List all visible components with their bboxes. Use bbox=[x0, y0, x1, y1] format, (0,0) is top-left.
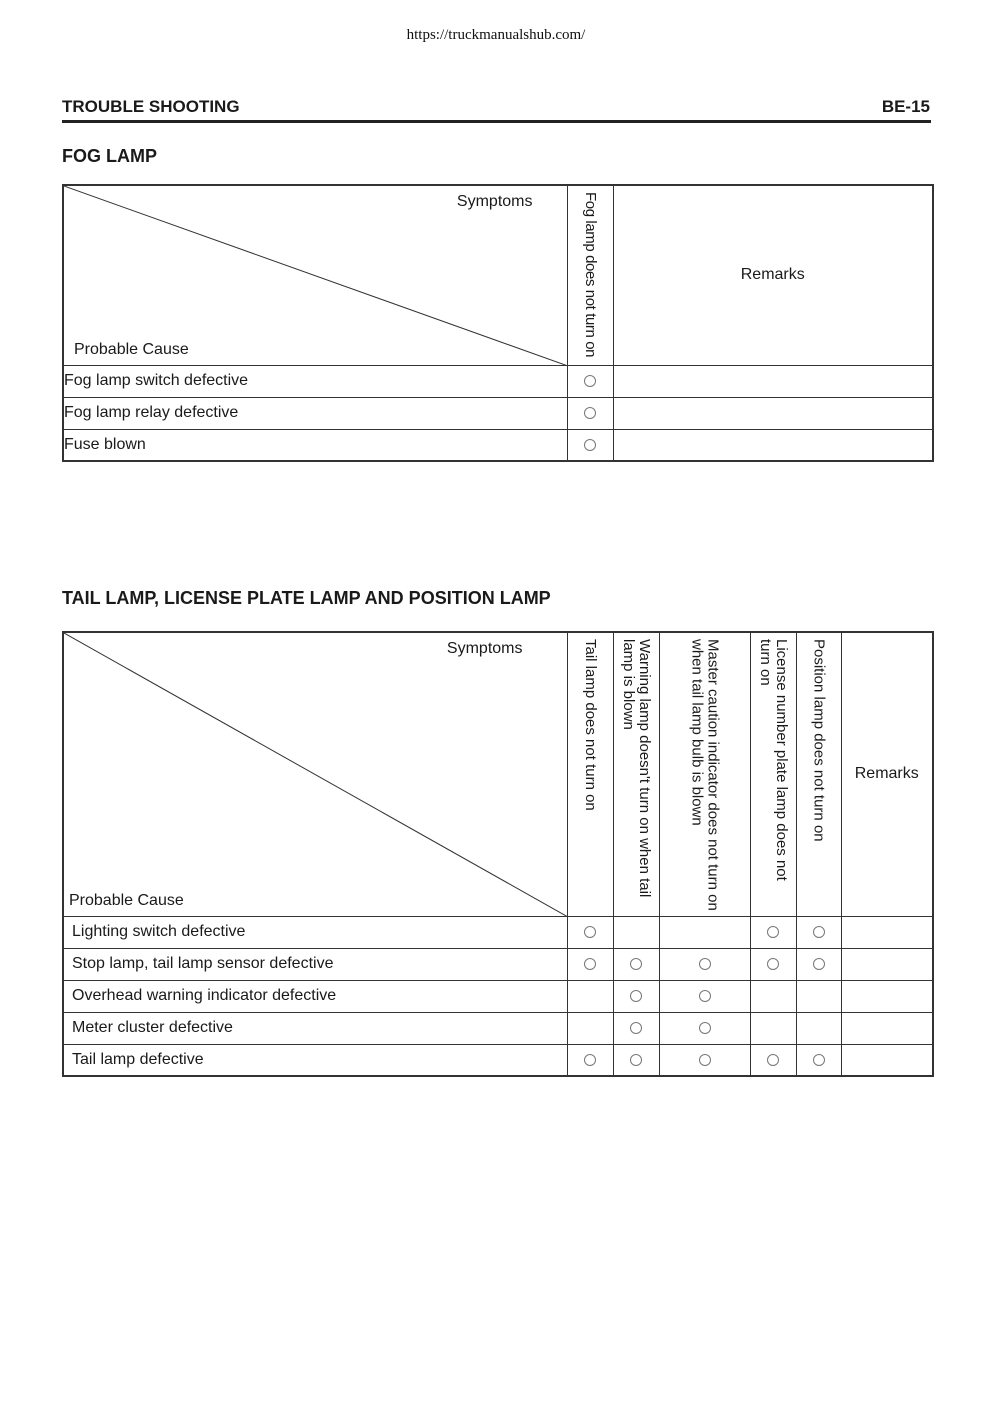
remarks-cell bbox=[841, 1012, 933, 1044]
symptom-label: License number plate lamp does not turn on bbox=[757, 639, 790, 881]
mark-cell bbox=[613, 916, 659, 948]
remarks-cell bbox=[613, 429, 933, 461]
cause-cell: Fog lamp relay defective bbox=[63, 397, 567, 429]
symptom-header bbox=[567, 185, 613, 365]
mark-cell bbox=[567, 397, 613, 429]
circle-mark-icon bbox=[699, 990, 711, 1002]
circle-mark-icon bbox=[630, 1054, 642, 1066]
circle-mark-icon bbox=[630, 958, 642, 970]
mark-cell bbox=[796, 916, 841, 948]
table-row bbox=[63, 980, 933, 1012]
mark-cell bbox=[613, 948, 659, 980]
tail-lamp-rows bbox=[63, 916, 933, 1076]
fog-lamp-table bbox=[62, 184, 934, 462]
symptom-label: Warning lamp doesn't turn on when tail lamp is blown bbox=[620, 639, 653, 898]
remarks-cell bbox=[841, 916, 933, 948]
mark-cell bbox=[750, 1044, 796, 1076]
mark-cell bbox=[613, 1012, 659, 1044]
mark-cell bbox=[659, 916, 750, 948]
symptom-label: Tail lamp does not turn on bbox=[582, 639, 599, 811]
circle-mark-icon bbox=[813, 926, 825, 938]
circle-mark-icon bbox=[813, 1054, 825, 1066]
mark-cell bbox=[659, 948, 750, 980]
cause-cell: Meter cluster defective bbox=[63, 1012, 567, 1044]
mark-cell bbox=[567, 980, 613, 1012]
circle-mark-icon bbox=[699, 1022, 711, 1034]
probable-cause-label: Probable Cause bbox=[74, 340, 189, 358]
circle-mark-icon bbox=[813, 958, 825, 970]
circle-mark-icon bbox=[584, 1054, 596, 1066]
circle-mark-icon bbox=[767, 958, 779, 970]
table-row bbox=[63, 365, 933, 397]
mark-cell bbox=[567, 916, 613, 948]
circle-mark-icon bbox=[584, 375, 596, 387]
remarks-header: Remarks bbox=[613, 185, 933, 365]
mark-cell bbox=[567, 1044, 613, 1076]
table-row bbox=[63, 429, 933, 461]
cause-cell: Overhead warning indicator defective bbox=[63, 980, 567, 1012]
section-header: TROUBLE SHOOTING bbox=[62, 97, 240, 116]
tail-lamp-header-row bbox=[63, 632, 933, 916]
circle-mark-icon bbox=[584, 958, 596, 970]
circle-mark-icon bbox=[699, 958, 711, 970]
mark-cell bbox=[796, 1012, 841, 1044]
symptom-label: Master caution indicator does not turn on when tail lamp bulb is blown bbox=[688, 639, 722, 911]
symptom-header bbox=[567, 632, 613, 916]
table-row bbox=[63, 916, 933, 948]
mark-cell bbox=[750, 948, 796, 980]
mark-cell bbox=[613, 1044, 659, 1076]
mark-cell bbox=[750, 916, 796, 948]
diagonal-line bbox=[64, 633, 567, 916]
symptom-header bbox=[659, 632, 750, 916]
cause-cell: Fog lamp switch defective bbox=[63, 365, 567, 397]
remarks-header: Remarks bbox=[841, 632, 933, 916]
probable-cause-label: Probable Cause bbox=[69, 891, 184, 909]
diagonal-line bbox=[64, 186, 567, 365]
mark-cell bbox=[567, 365, 613, 397]
tail-lamp-corner-cell bbox=[63, 632, 567, 916]
table-row bbox=[63, 397, 933, 429]
mark-cell bbox=[796, 980, 841, 1012]
page-number: BE-15 bbox=[881, 97, 930, 116]
circle-mark-icon bbox=[630, 990, 642, 1002]
cause-cell: Stop lamp, tail lamp sensor defective bbox=[63, 948, 567, 980]
circle-mark-icon bbox=[767, 1054, 779, 1066]
mark-cell bbox=[659, 1012, 750, 1044]
cause-cell: Lighting switch defective bbox=[63, 916, 567, 948]
mark-cell bbox=[750, 980, 796, 1012]
mark-cell bbox=[659, 1044, 750, 1076]
mark-cell bbox=[567, 429, 613, 461]
source-url[interactable]: https://truckmanualshub.com/ bbox=[406, 27, 586, 43]
circle-mark-icon bbox=[584, 407, 596, 419]
circle-mark-icon bbox=[584, 439, 596, 451]
table-row bbox=[63, 1012, 933, 1044]
symptom-header bbox=[796, 632, 841, 916]
table-row bbox=[63, 948, 933, 980]
mark-cell bbox=[796, 948, 841, 980]
fog-lamp-corner-cell bbox=[63, 185, 567, 365]
mark-cell bbox=[567, 1012, 613, 1044]
cause-cell: Tail lamp defective bbox=[63, 1044, 567, 1076]
symptoms-label: Symptoms bbox=[456, 193, 533, 210]
table-row bbox=[63, 1044, 933, 1076]
header-rule bbox=[62, 120, 931, 123]
mark-cell bbox=[796, 1044, 841, 1076]
mark-cell bbox=[567, 948, 613, 980]
symptom-label: Position lamp does not turn on bbox=[810, 639, 828, 842]
circle-mark-icon bbox=[699, 1054, 711, 1066]
tail-lamp-title: TAIL LAMP, LICENSE PLATE LAMP AND POSITION LAMP bbox=[62, 588, 551, 608]
symptoms-label: Symptoms bbox=[446, 640, 523, 657]
remarks-cell bbox=[841, 948, 933, 980]
cause-cell: Fuse blown bbox=[63, 429, 567, 461]
remarks-cell bbox=[613, 397, 933, 429]
mark-cell bbox=[613, 980, 659, 1012]
symptom-header bbox=[750, 632, 796, 916]
mark-cell bbox=[659, 980, 750, 1012]
mark-cell bbox=[750, 1012, 796, 1044]
circle-mark-icon bbox=[584, 926, 596, 938]
tail-lamp-table bbox=[62, 631, 934, 1077]
symptom-label: Fog lamp does not turn on bbox=[582, 192, 599, 358]
circle-mark-icon bbox=[767, 926, 779, 938]
symptom-header bbox=[613, 632, 659, 916]
remarks-cell bbox=[841, 1044, 933, 1076]
circle-mark-icon bbox=[630, 1022, 642, 1034]
remarks-cell bbox=[841, 980, 933, 1012]
remarks-cell bbox=[613, 365, 933, 397]
fog-lamp-title: FOG LAMP bbox=[62, 146, 157, 166]
fog-lamp-header-row bbox=[63, 185, 933, 365]
